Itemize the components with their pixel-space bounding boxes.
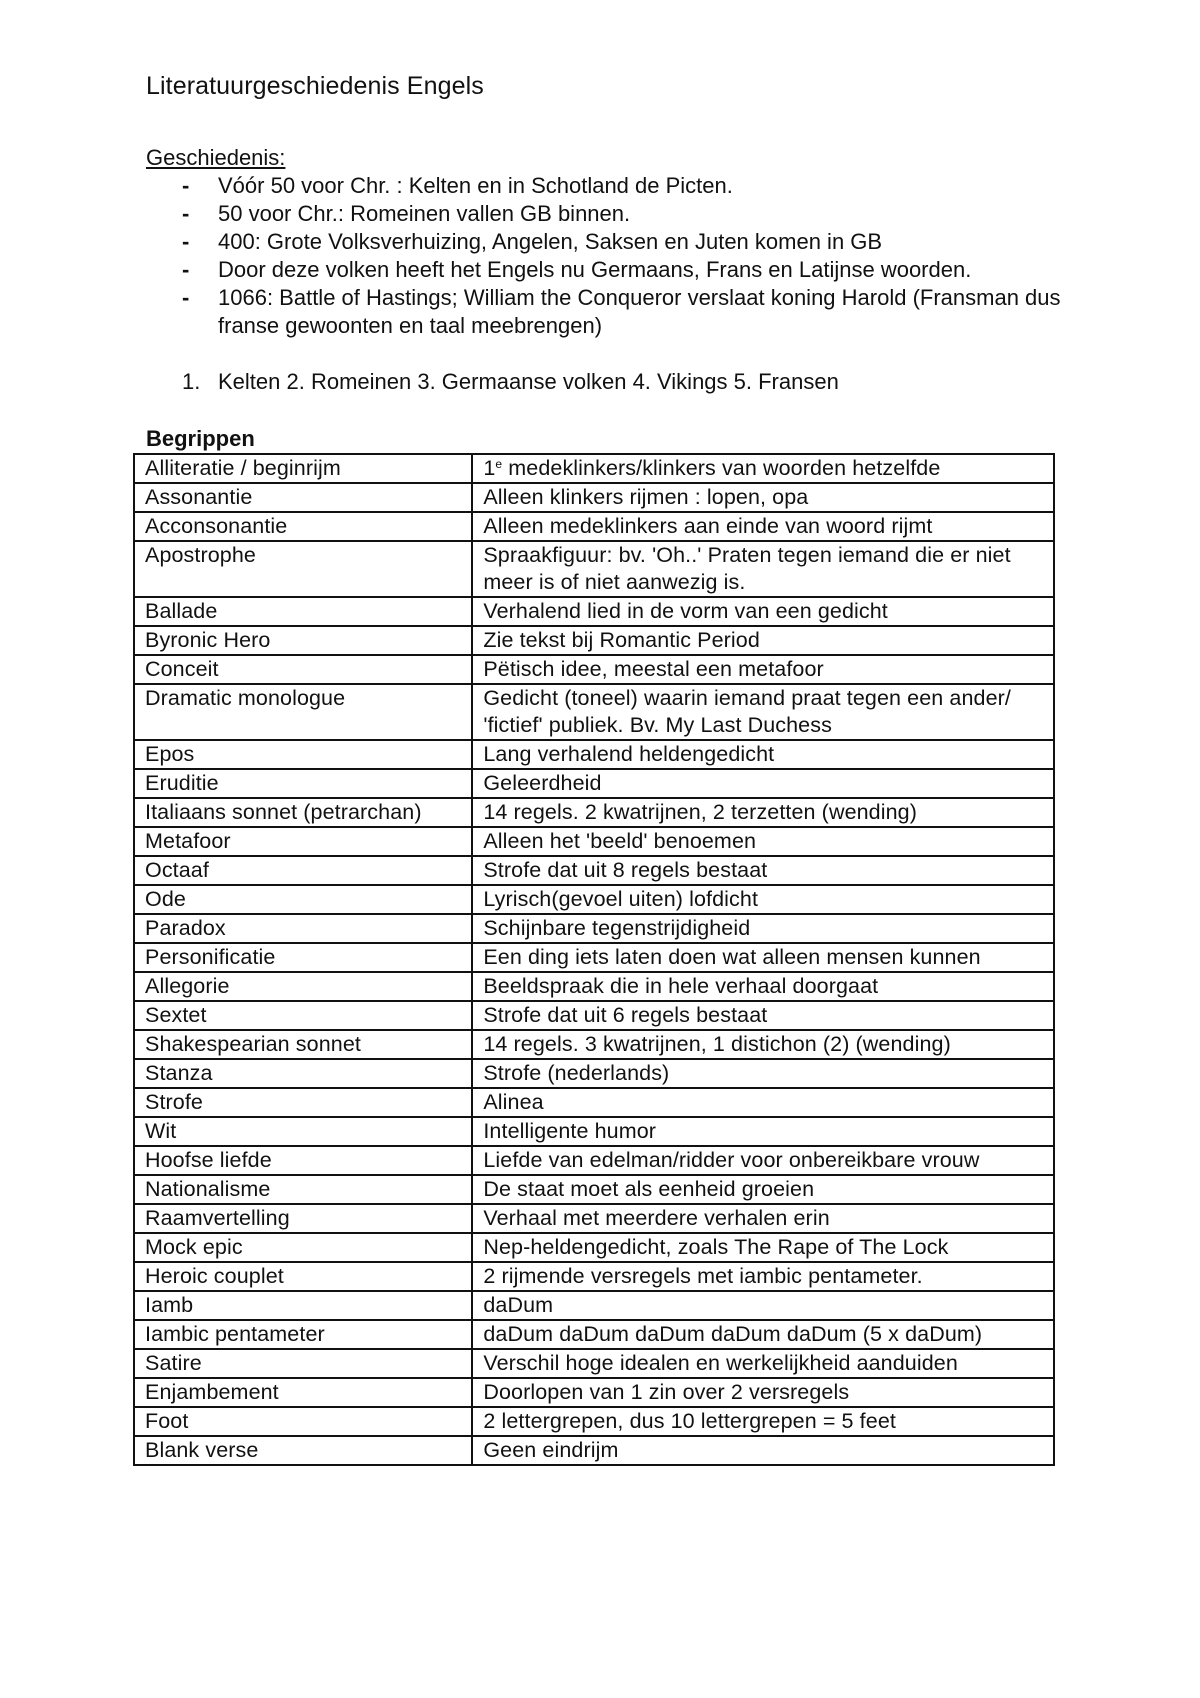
term-cell: Assonantie xyxy=(134,483,472,512)
term-cell: Allegorie xyxy=(134,972,472,1001)
term-cell: Byronic Hero xyxy=(134,626,472,655)
bullet-dash: - xyxy=(182,257,190,282)
table-row xyxy=(134,597,1054,626)
term-cell: Shakespearian sonnet xyxy=(134,1030,472,1059)
table-row xyxy=(134,1117,1054,1146)
definition-cell: Nep-heldengedicht, zoals The Rape of The Lock xyxy=(472,1233,1054,1262)
definition-cell: Alleen klinkers rijmen : lopen, opa xyxy=(472,483,1054,512)
definition-cell: Pëtisch idee, meestal een metafoor xyxy=(472,655,1054,684)
term-cell: Nationalisme xyxy=(134,1175,472,1204)
definition-cell: Spraakfiguur: bv. 'Oh..' Praten tegen iemand die er niet meer is of niet aanwezig is. xyxy=(472,541,1054,597)
table-row xyxy=(134,1030,1054,1059)
term-cell: Strofe xyxy=(134,1088,472,1117)
term-cell: Foot xyxy=(134,1407,472,1436)
term-cell: Acconsonantie xyxy=(134,512,472,541)
table-row xyxy=(134,1059,1054,1088)
definition-cell: Beeldspraak die in hele verhaal doorgaat xyxy=(472,972,1054,1001)
history-item-text: 50 voor Chr.: Romeinen vallen GB binnen. xyxy=(218,201,631,226)
definition-cell: Strofe (nederlands) xyxy=(472,1059,1054,1088)
definition-cell: daDum xyxy=(472,1291,1054,1320)
document-title: Literatuurgeschiedenis Engels xyxy=(146,72,484,100)
table-row xyxy=(134,798,1054,827)
table-row xyxy=(134,885,1054,914)
table-row xyxy=(134,1175,1054,1204)
term-cell: Raamvertelling xyxy=(134,1204,472,1233)
history-list xyxy=(146,172,1106,340)
table-row xyxy=(134,512,1054,541)
table-row xyxy=(134,914,1054,943)
table-row xyxy=(134,1146,1054,1175)
table-row xyxy=(134,1320,1054,1349)
table-row xyxy=(134,655,1054,684)
definition-cell xyxy=(472,454,1054,483)
definition-cell: Geen eindrijm xyxy=(472,1436,1054,1465)
table-row xyxy=(134,1349,1054,1378)
term-cell: Blank verse xyxy=(134,1436,472,1465)
definition-cell: Lyrisch(gevoel uiten) lofdicht xyxy=(472,885,1054,914)
glossary-table xyxy=(133,453,1055,1466)
definition-prefix: 1 xyxy=(483,456,496,480)
definition-cell: Gedicht (toneel) waarin iemand praat tegen een ander/ 'fictief' publiek. Bv. My Last Duchess xyxy=(472,684,1054,740)
definition-cell: 2 rijmende versregels met iambic pentameter. xyxy=(472,1262,1054,1291)
history-item-text: Door deze volken heeft het Engels nu Germaans, Frans en Latijnse woorden. xyxy=(218,257,972,282)
bullet-dash: - xyxy=(182,201,190,226)
definition-cell: Verschil hoge idealen en werkelijkheid aanduiden xyxy=(472,1349,1054,1378)
term-cell: Satire xyxy=(134,1349,472,1378)
table-row xyxy=(134,972,1054,1001)
term-cell: Iamb xyxy=(134,1291,472,1320)
definition-cell: Strofe dat uit 8 regels bestaat xyxy=(472,856,1054,885)
table-row xyxy=(134,827,1054,856)
term-cell: Personificatie xyxy=(134,943,472,972)
term-cell: Alliteratie / beginrijm xyxy=(134,454,472,483)
ordered-list-item xyxy=(182,368,839,396)
definition-cell: daDum daDum daDum daDum daDum (5 x daDum) xyxy=(472,1320,1054,1349)
definition-cell: 14 regels. 2 kwatrijnen, 2 terzetten (wending) xyxy=(472,798,1054,827)
term-cell: Heroic couplet xyxy=(134,1262,472,1291)
term-cell: Wit xyxy=(134,1117,472,1146)
term-cell: Mock epic xyxy=(134,1233,472,1262)
definition-cell: Alleen medeklinkers aan einde van woord rijmt xyxy=(472,512,1054,541)
definition-cell: Verhalend lied in de vorm van een gedicht xyxy=(472,597,1054,626)
table-row xyxy=(134,483,1054,512)
table-row xyxy=(134,541,1054,597)
term-cell: Apostrophe xyxy=(134,541,472,597)
term-cell: Conceit xyxy=(134,655,472,684)
definition-cell: Alinea xyxy=(472,1088,1054,1117)
table-row xyxy=(134,856,1054,885)
term-cell: Metafoor xyxy=(134,827,472,856)
history-item xyxy=(146,256,1106,284)
history-heading: Geschiedenis: xyxy=(146,145,286,170)
table-row xyxy=(134,684,1054,740)
term-cell: Iambic pentameter xyxy=(134,1320,472,1349)
definition-cell: 14 regels. 3 kwatrijnen, 1 distichon (2) (wending) xyxy=(472,1030,1054,1059)
definition-superscript: e xyxy=(495,457,503,471)
term-cell: Octaaf xyxy=(134,856,472,885)
term-cell: Sextet xyxy=(134,1001,472,1030)
term-cell: Enjambement xyxy=(134,1378,472,1407)
definition-cell: Schijnbare tegenstrijdigheid xyxy=(472,914,1054,943)
table-row xyxy=(134,1262,1054,1291)
term-cell: Stanza xyxy=(134,1059,472,1088)
term-cell: Paradox xyxy=(134,914,472,943)
history-item xyxy=(146,172,1106,200)
table-row xyxy=(134,769,1054,798)
definition-cell: Liefde van edelman/ridder voor onbereikbare vrouw xyxy=(472,1146,1054,1175)
table-row xyxy=(134,1291,1054,1320)
definition-cell: Geleerdheid xyxy=(472,769,1054,798)
table-row xyxy=(134,740,1054,769)
history-item xyxy=(146,228,1106,256)
table-row xyxy=(134,454,1054,483)
term-cell: Dramatic monologue xyxy=(134,684,472,740)
term-cell: Eruditie xyxy=(134,769,472,798)
history-item-text: 1066: Battle of Hastings; William the Conqueror verslaat koning Harold (Fransman dus franse gewoonten en taal meebrengen) xyxy=(218,285,1061,338)
table-row xyxy=(134,1233,1054,1262)
history-item-text: 400: Grote Volksverhuizing, Angelen, Saksen en Juten komen in GB xyxy=(218,229,883,254)
table-row xyxy=(134,626,1054,655)
term-cell: Hoofse liefde xyxy=(134,1146,472,1175)
bullet-dash: - xyxy=(182,229,190,254)
history-item xyxy=(146,284,1106,340)
table-row xyxy=(134,1407,1054,1436)
history-item-text: Vóór 50 voor Chr. : Kelten en in Schotland de Picten. xyxy=(218,173,733,198)
table-row xyxy=(134,1088,1054,1117)
term-cell: Epos xyxy=(134,740,472,769)
term-cell: Italiaans sonnet (petrarchan) xyxy=(134,798,472,827)
definition-cell: Alleen het 'beeld' benoemen xyxy=(472,827,1054,856)
term-cell: Ode xyxy=(134,885,472,914)
table-row xyxy=(134,1001,1054,1030)
definition-cell: Een ding iets laten doen wat alleen mensen kunnen xyxy=(472,943,1054,972)
term-cell: Ballade xyxy=(134,597,472,626)
definition-cell: Strofe dat uit 6 regels bestaat xyxy=(472,1001,1054,1030)
history-item xyxy=(146,200,1106,228)
table-row xyxy=(134,943,1054,972)
definition-cell: Doorlopen van 1 zin over 2 versregels xyxy=(472,1378,1054,1407)
definition-cell: 2 lettergrepen, dus 10 lettergrepen = 5 feet xyxy=(472,1407,1054,1436)
table-row xyxy=(134,1204,1054,1233)
bullet-dash: - xyxy=(182,173,190,198)
table-row xyxy=(134,1378,1054,1407)
glossary-table-body xyxy=(134,454,1054,1465)
table-row xyxy=(134,1436,1054,1465)
definition-cell: Intelligente humor xyxy=(472,1117,1054,1146)
definition-text: medeklinkers/klinkers van woorden hetzelfde xyxy=(502,456,941,480)
definition-cell: Lang verhalend heldengedicht xyxy=(472,740,1054,769)
definition-cell: Verhaal met meerdere verhalen erin xyxy=(472,1204,1054,1233)
definition-cell: Zie tekst bij Romantic Period xyxy=(472,626,1054,655)
ordered-text: Kelten 2. Romeinen 3. Germaanse volken 4. Vikings 5. Fransen xyxy=(218,369,839,394)
glossary-heading: Begrippen xyxy=(146,426,255,451)
bullet-dash: - xyxy=(182,285,190,310)
ordered-number: 1. xyxy=(182,369,201,394)
definition-cell: De staat moet als eenheid groeien xyxy=(472,1175,1054,1204)
